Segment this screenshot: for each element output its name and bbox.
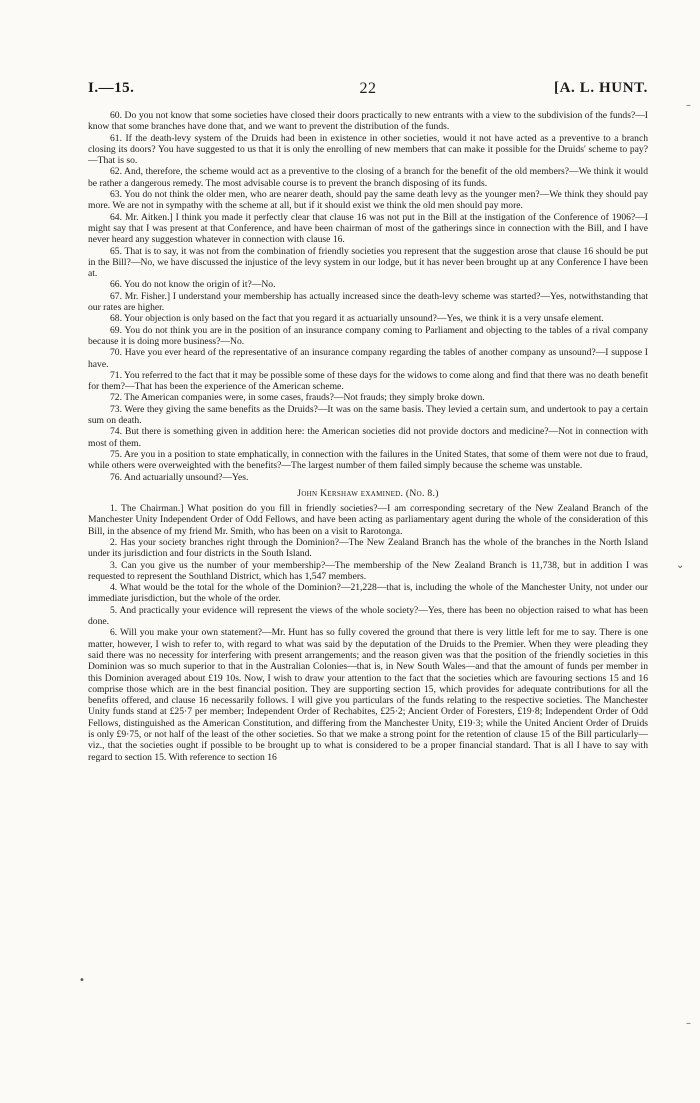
paragraph: 69. You do not think you are in the position of an insurance company coming to Parliament and objecting to the tables of a rival company because it is doing more business?—No. [88,324,648,347]
paragraph: 5. And practically your evidence will represent the views of the whole society?—Yes, there has been no objection raised to what has been done. [88,604,648,628]
margin-dash-mark: – [686,100,691,111]
paragraph: 73. Were they giving the same benefits as the Druids?—It was on the same basis. They levied a certain sum, and undertook to pay a certain sum on death. [88,403,648,427]
paragraph: 60. Do you not know that some societies have closed their doors practically to new entrants with a view to the subdivision of the funds?—I know that some branches have done that, and we want to prevent the distribution of the funds. [88,110,648,133]
paragraph: 76. And actuarially unsound?—Yes. [110,471,249,483]
paragraph: 4. What would be the total for the whole of the Dominion?—21,228—that is, including the whole of the Manchester Unity, not under our immediate jurisdiction, but the whole of the order. [88,582,648,605]
paragraph: 72. The American companies were, in some cases, frauds?—Not frauds; they simply broke down. [110,392,485,404]
paragraph: 65. That is to say, it was not from the combination of friendly societies you represent that the suggestion arose that clause 16 should be put in the Bill?—No, we have discussed the injustice of the levy system in our lodge, but it has never been brought up at any Conference I have been at. [88,245,648,280]
paragraph: 3. Can you give us the number of your membership?—The membership of the New Zealand Branch is 11,738, but in addition I was requested to represent the Southland District, which has 1,547 members. [88,559,648,582]
paragraph: 62. And, therefore, the scheme would act as a preventive to the closing of a branch for the benefit of the old members?—We think it would be rather a dangerous remedy. The most advisable course is to prevent the branch disposing of its funds. [88,166,648,189]
margin-dash-mark-2: – [686,1018,691,1029]
page-number: 22 [359,80,377,97]
paragraph: 71. You referred to the fact that it may be possible some of these days for the widows to come along and find that there was no death benefit for them?—That has been the experience of the American scheme. [88,369,648,393]
paragraph: 67. Mr. Fisher.] I understand your membership has actually increased since the death-levy scheme was started?—Yes, notwithstanding that our rates are higher. [88,290,648,314]
document-body [88,110,648,763]
paragraph: 66. You do not know the origin of it?—No. [110,279,276,291]
section-heading: John Kershaw examined. (No. 8.) [297,487,439,499]
paragraph: 63. You do not think the older men, who are nearer death, should pay the same death levy as the younger men?—We think they should pay more. We are not in sympathy with the scheme at all, but if it should exist we think the old men should pay more. [88,189,648,212]
paragraph: 70. Have you ever heard of the representative of an insurance company regarding the tables of another company as unsound?—I suppose I have. [88,347,648,370]
margin-dot-mark: • [79,975,85,986]
testimony-part-1 [88,110,648,483]
document-code: I.—15. [88,80,135,96]
witness-name-header: [A. L. HUNT. [553,80,648,96]
page-header [88,80,648,102]
margin-tick-mark: ⌄ [676,560,685,571]
testimony-part-2 [88,503,648,763]
paragraph: 1. The Chairman.] What position do you fill in friendly societies?—I am corresponding secretary of the New Zealand Branch of the Manchester Unity Independent Order of Odd Fellows, and have been acting as parliamentary agent during the whole of the consideration of this Bill, in the absence of my friend Mr. Smith, who has been on a visit to Rarotonga. [88,503,648,537]
paragraph: 64. Mr. Aitken.] I think you made it perfectly clear that clause 16 was not put in the Bill at the instigation of the Conference of 1906?—I might say that I was present at that Conference, and have been chairman of most of the gatherings since in connection with the Bill, and I have never heard any suggestion whatever in connection with clause 16. [88,211,648,246]
paragraph: 61. If the death-levy system of the Druids had been in existence in other societies, would it not have acted as a preventive to a branch closing its doors? You have suggested to us that it is only the enrolling of new members that can make it possible for the Druids' scheme to pay?—That is so. [88,132,648,167]
paragraph: 2. Has your society branches right through the Dominion?—The New Zealand Branch has the whole of the branches in the North Island under its jurisdiction and four districts in the South Island. [88,536,648,560]
paragraph: 6. Will you make your own statement?—Mr. Hunt has so fully covered the ground that there is very little left for me to say. There is one matter, however, I wish to refer to, with regard to what was said by the deputation of the Druids to the Premier. When they were pleading they said there was no necessity for interfering with present arrangements; and the reason given was that the position of the friendly societies in this Dominion was so much superior to that in the Australian Colonies—that is, in New South Wales—and that the amount of funds per member in this Dominion averaged about £19 10s. Now, I wish to draw your attention to the fact that the societies which are favouring sections 15 and 16 comprise those which are in the best financial position. They are supporting section 15, which provides for adequate contributions for all the benefits offered, and clause 16 necessarily follows. I will give you particulars of the funds relating to the respective societies. The Manchester Unity funds stand at £25·7 per member; Independent Order of Rechabites, £25·2; Ancient Order of Foresters, £19·8; Independent Order of Odd Fellows, distinguished as the American Constitution, and differing from the Manchester Unity, £19·3; while the United Ancient Order of Druids is only £9·75, or not half of the least of the other societies. So that we make a strong point for the retention of clause 15 of the Bill particularly—viz., that the societies ought if possible to be brought up to what is considered to be a proper financial standard. That is all I have to say with regard to section 15. With reference to section 16 [88,627,648,763]
paragraph: 74. But there is something given in addition here: the American societies did not provide doctors and medicine?—Not in connection with most of them. [88,426,648,449]
paragraph: 68. Your objection is only based on the fact that you regard it as actuarially unsound?—Yes, we think it is a very unsafe element. [110,313,604,325]
paragraph: 75. Are you in a position to state emphatically, in connection with the failures in the United States, that some of them were not due to fraud, while others were overweighted with the benefits?—The largest number of them failed simply because the scheme was unstable. [88,448,648,472]
